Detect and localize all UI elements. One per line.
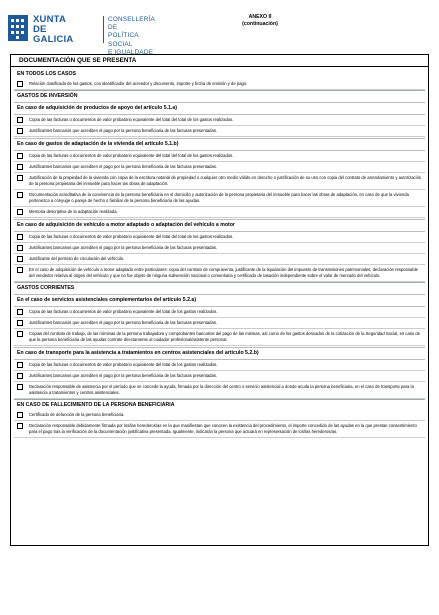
conselleria-name bbox=[108, 16, 155, 57]
item-text: Justificantes bancarios que acrediten el pago por la persona beneficiaria de las facturas presentadas. bbox=[29, 320, 218, 325]
list-item bbox=[14, 371, 425, 382]
logo-divider bbox=[103, 16, 104, 43]
checkbox[interactable] bbox=[17, 267, 23, 273]
list-item bbox=[14, 207, 425, 218]
checkbox[interactable] bbox=[17, 128, 23, 134]
checkbox[interactable] bbox=[17, 384, 23, 390]
anexo-heading bbox=[235, 14, 285, 28]
conselleria-line-2: POLÍTICA SOCIAL bbox=[108, 32, 139, 48]
item-text: Justificantes bancarios que acrediten el pago por la persona beneficiaria de las facturas presentadas. bbox=[29, 164, 218, 169]
item-text: Memoria descriptiva de la adaptación realizada. bbox=[29, 209, 118, 214]
item-text: Justificantes bancarios que acrediten el pago por la persona beneficiaria de las facturas presentadas. bbox=[29, 373, 218, 378]
table-body bbox=[11, 67, 428, 438]
list-item bbox=[14, 115, 425, 126]
item-text: Copia de las facturas o documentos de valor probatorio equivalente del total del total de los gastos realizados. bbox=[29, 153, 234, 158]
checkbox[interactable] bbox=[17, 373, 23, 379]
checkbox[interactable] bbox=[17, 81, 23, 87]
checkbox[interactable] bbox=[17, 153, 23, 159]
item-text: Relación clasificada de los gastos, con identificador del acreedor y documento, importe y fecha de emisión y de pago. bbox=[29, 81, 248, 86]
item-text: Copia de las facturas o documentos de valor probatorio equivalente del total de los gastos realizados. bbox=[29, 362, 218, 367]
conselleria-line-1: CONSELLERÍA DE bbox=[108, 16, 155, 32]
checklist bbox=[14, 151, 425, 218]
checkbox[interactable] bbox=[17, 320, 23, 326]
subsection-productos: En caso de adquisición de productos de apoyo del artículo 5.1.a) bbox=[14, 102, 425, 115]
list-item bbox=[14, 126, 425, 137]
xunta-wordmark bbox=[33, 15, 73, 45]
list-item bbox=[14, 190, 425, 207]
checkbox[interactable] bbox=[17, 331, 23, 337]
list-item bbox=[14, 254, 425, 265]
item-text: Justificantes bancarios que acrediten el pago por la persona beneficiaria de las facturas presentadas. bbox=[29, 128, 218, 133]
subsection-vehiculo: En caso de adquisición de vehículo a motor adaptado o adaptación del vehículo a motor bbox=[14, 219, 425, 232]
list-item bbox=[14, 151, 425, 162]
section-corrientes: GASTOS CORRIENTES bbox=[14, 282, 425, 293]
checkbox[interactable] bbox=[17, 209, 23, 215]
conselleria-line-3: E IGUALDADE bbox=[108, 48, 154, 56]
checklist bbox=[14, 307, 425, 346]
section-inversion: GASTOS DE INVERSIÓN bbox=[14, 90, 425, 101]
checkbox[interactable] bbox=[17, 234, 23, 240]
checkbox[interactable] bbox=[17, 117, 23, 123]
item-text: Justificante del permiso de circulación del vehículo. bbox=[29, 256, 125, 261]
checkbox[interactable] bbox=[17, 423, 23, 429]
checkbox[interactable] bbox=[17, 256, 23, 262]
item-text: Certificado de defunción de la persona beneficiaria. bbox=[29, 412, 125, 417]
list-item bbox=[14, 410, 425, 421]
item-text: Copia de las facturas o documentos de valor probatorio equivalente del total del total de los gastos realizados. bbox=[29, 234, 234, 239]
anexo-subtitle: (continuación) bbox=[242, 21, 278, 27]
checkbox[interactable] bbox=[17, 245, 23, 251]
item-text: Declaración responsable de asistencia por el período que se concede la ayuda, firmada por la dirección del centro o servicio asistencial a donde acuda la persona beneficiaria, en el caso de transporte para la asistencia a tratamientos y centros asistenciales. bbox=[29, 384, 414, 395]
checklist bbox=[14, 115, 425, 137]
checkbox[interactable] bbox=[17, 412, 23, 418]
checkbox[interactable] bbox=[17, 175, 23, 181]
page-header bbox=[7, 6, 432, 56]
list-item bbox=[14, 421, 425, 438]
checklist bbox=[14, 232, 425, 282]
table-title: DOCUMENTACIÓN QUE SE PRESENTA bbox=[11, 55, 428, 67]
list-item bbox=[14, 382, 425, 399]
list-item bbox=[14, 79, 425, 90]
checklist bbox=[14, 79, 425, 90]
item-text: Copia de las facturas o documentos de valor probatorio equivalente del total del total de los gastos realizados. bbox=[29, 117, 234, 122]
section-todos: EN TODOS LOS CASOS bbox=[17, 71, 76, 77]
subsection-transporte: En caso de transporte para la asistencia a tratamientos en centros asistenciales del artículo 5.2.b) bbox=[14, 347, 425, 360]
subsection-asistenciales: En el caso de servicios asistenciales complementarios del artículo 5.2.a) bbox=[14, 294, 425, 307]
xunta-line-1: XUNTA bbox=[33, 14, 67, 25]
checkbox[interactable] bbox=[17, 362, 23, 368]
checklist bbox=[14, 410, 425, 438]
subsection-vivienda: En caso de gastos de adaptación de la vivienda del artículo 5.1.b) bbox=[14, 138, 425, 151]
list-item bbox=[14, 360, 425, 371]
galicia-shield-icon bbox=[7, 14, 29, 42]
checkbox[interactable] bbox=[17, 192, 23, 198]
item-text: Copia de las facturas o documentos de valor probatorio equivalente del total de los gastos realizados. bbox=[29, 309, 218, 314]
checkbox[interactable] bbox=[17, 309, 23, 315]
item-text: En el caso de adquisición de vehículo a motor adaptado entre particulares: copia del contrato de compraventa, justificante de la liquidación del impuesto de transmisiones patrimoniales, declaración responsable del vendedor relativa al origen del vehículo y que no fue objeto de ninguna subvención nacional o comunitaria y certificado de tasación independiente sobre el valor de mercado del vehículo. bbox=[29, 267, 418, 278]
checklist bbox=[14, 360, 425, 399]
documentation-table bbox=[10, 54, 429, 546]
list-item bbox=[14, 162, 425, 173]
section-fallecimiento: EN CASO DE FALLECIMIENTO DE LA PERSONA BENEFICIARIA bbox=[14, 399, 425, 410]
checkbox[interactable] bbox=[17, 164, 23, 170]
list-item bbox=[14, 232, 425, 243]
item-text: Justificación de la propiedad de la vivienda con copia de la escritura notarial de propiedad o cualquier otro medio válido en derecho o justificación de su uso con copia del contrato de arrendamiento y autorización de la persona propietaria del inmueble para hacer las obras de adaptación. bbox=[29, 175, 422, 186]
list-item bbox=[14, 243, 425, 254]
item-text: Documentación acreditativa de la convivencia de la persona beneficiaria en el domicilio y autorización de la persona propietaria del inmueble para hacer las obras de adaptación, en caso de que la vivienda pertenezca a cónyuge o pareja de hecho o familiar de la persona beneficiaria de las ayudas. bbox=[29, 192, 409, 203]
xunta-line-2: DE GALICIA bbox=[33, 24, 74, 45]
list-item bbox=[14, 173, 425, 190]
list-item bbox=[14, 307, 425, 318]
list-item bbox=[14, 265, 425, 282]
list-item bbox=[14, 318, 425, 329]
list-item bbox=[14, 329, 425, 346]
item-text: Declaración responsable debidamente firmada por los/las herederos/as en la que manifiestan que conocen la existencia del procedimiento, el importe concedido de las ayudas en la que prestan consentimiento para el pago tras la verificación de la documentación justificativa presentada. Igualmente, indicarán la persona que actuará en representación de los/las herederos/as. bbox=[29, 423, 417, 434]
item-text: Copias del contrato de trabajo, de las nóminas de la persona trabajadora y comprobantes bancarios del pago de las mismas, así como de los gastos derivados de la cotización de la Seguridad Social, en caso de que la persona beneficiaria de las ayudas contrate directamente al cuidador profesional/asistente personal. bbox=[29, 331, 421, 342]
item-text: Justificantes bancarios que acrediten el pago por la persona beneficiaria de las facturas presentadas. bbox=[29, 245, 218, 250]
anexo-title: ANEXO II bbox=[248, 14, 272, 20]
